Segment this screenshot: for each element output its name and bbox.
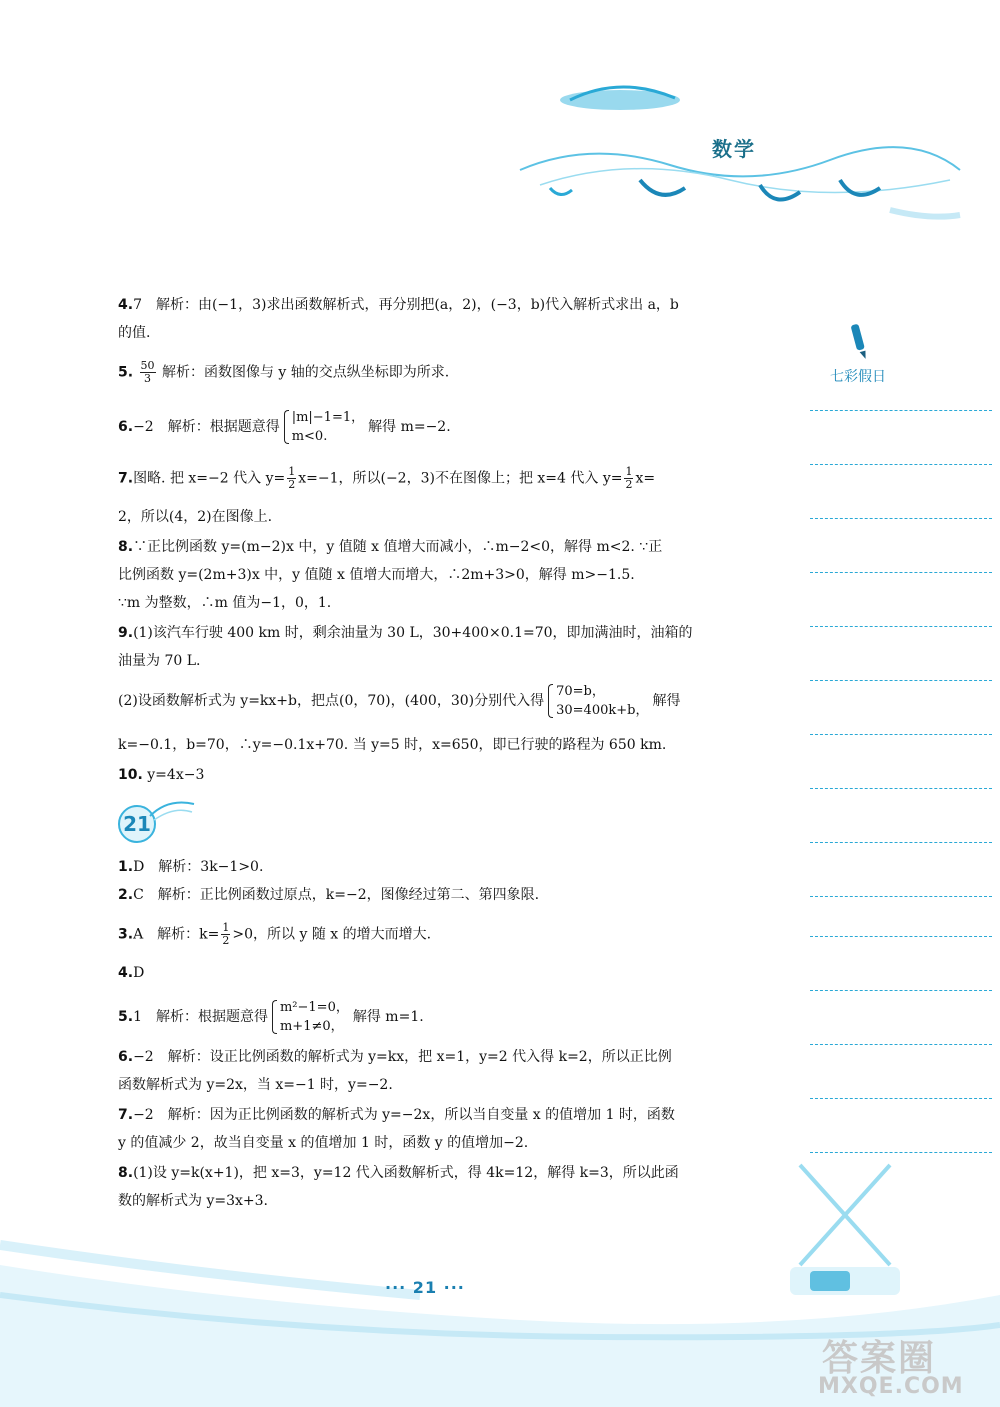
section-badge: 21 [118, 805, 156, 843]
answer-item-continuation: 2，所以(4，2)在图像上. [118, 509, 273, 525]
note-line [810, 896, 992, 897]
note-line [810, 734, 992, 735]
answer-item: 6.−2 解析：根据题意得 |m|−1=1， m<0. 解得 m=−2. [118, 410, 451, 444]
answer-item: 8.∵正比例函数 y=(m−2)x 中，y 值随 x 值增大而减小，∴m−2<0，解得 m<2. ∵正 [118, 539, 663, 555]
note-line [810, 680, 992, 681]
watermark-logo-text: 答案圈 [822, 1338, 937, 1379]
answer-item: 4.D [118, 965, 145, 981]
answer-item: 4.7 解析：由(−1，3)求出函数解析式，再分别把(a，2)，(−3，b)代入解析式求出 a，b [118, 297, 679, 313]
equation-system: |m|−1=1， m<0. [284, 408, 364, 446]
answer-item-continuation: 函数解析式为 y=2x，当 x=−1 时，y=−2. [118, 1077, 393, 1093]
answer-item: 1.D 解析：3k−1>0. [118, 859, 264, 875]
note-line [810, 626, 992, 627]
sidebar-label: 七彩假日 [830, 369, 886, 385]
answer-item-continuation: 比例函数 y=(2m+3)x 中，y 值随 x 值增大而增大，∴2m+3>0，解得 m>−1.5. [118, 567, 635, 583]
fraction: $\frac{1}{2}$ [288, 465, 296, 491]
answer-item: 7.图略. 把 x=−2 代入 y= $\frac{1}{2}$ x=−1，所以(−2，3)不在图像上；把 x=4 代入 y= $\frac{1}{2}$ x= [118, 465, 656, 491]
header-title: 数学 [712, 137, 756, 161]
note-line [810, 1098, 992, 1099]
swirl-icon [148, 796, 198, 824]
answer-item-continuation: ∵m 为整数，∴m 值为−1，0，1. [118, 595, 332, 611]
note-line [810, 1152, 992, 1153]
answer-item: 9.(1)该汽车行驶 400 km 时，剩余油量为 30 L，30+400×0.1=70，即加满油时，油箱的 [118, 625, 693, 641]
note-line [810, 842, 992, 843]
pen-icon [848, 322, 870, 362]
answer-item-continuation: y 的值减少 2，故当自变量 x 的值增加 1 时，函数 y 的值增加−2. [118, 1135, 529, 1151]
answer-item-continuation: k=−0.1，b=70，∴y=−0.1x+70. 当 y=5 时，x=650，即已行驶的路程为 650 km. [118, 737, 667, 753]
answer-item: 5. $\frac{50}{3}$ 解析：函数图像与 y 轴的交点纵坐标即为所求. [118, 359, 450, 385]
note-line [810, 410, 992, 411]
note-line [810, 990, 992, 991]
note-line [810, 518, 992, 519]
corner-decoration [780, 1155, 910, 1305]
answer-item: 3.A 解析：k= $\frac{1}{2}$ >0，所以 y 随 x 的增大而增大. [118, 921, 432, 947]
watermark-url: MXQE.COM [818, 1374, 964, 1399]
answer-item: 7.−2 解析：因为正比例函数的解析式为 y=−2x，所以当自变量 x 的值增加 1 时，函数 [118, 1107, 675, 1123]
answer-item-continuation: (2)设函数解析式为 y=kx+b，把点(0，70)，(400，30)分别代入得 70=b， 30=400k+b， 解得 [118, 684, 681, 718]
note-line [810, 1044, 992, 1045]
note-line [810, 936, 992, 937]
note-line [810, 464, 992, 465]
fraction: $\frac{50}{3}$ [140, 359, 155, 385]
note-line [810, 572, 992, 573]
note-line [810, 788, 992, 789]
answer-item: 5.1 解析：根据题意得 m²−1=0， m+1≠0， 解得 m=1. [118, 1000, 424, 1034]
equation-system: 70=b， 30=400k+b， [548, 682, 648, 720]
answer-item-continuation: 数的解析式为 y=3x+3. [118, 1193, 268, 1209]
answer-item: 8.(1)设 y=k(x+1)，把 x=3，y=12 代入函数解析式，得 4k=12，解得 k=3，所以此函 [118, 1165, 679, 1181]
page-number: ··· 21 ··· [385, 1278, 465, 1297]
answer-item: 6.−2 解析：设正比例函数的解析式为 y=kx，把 x=1，y=2 代入得 k=2，所以正比例 [118, 1049, 672, 1065]
answer-item: 10. y=4x−3 [118, 767, 205, 783]
answer-item-continuation: 油量为 70 L. [118, 653, 201, 669]
fraction: $\frac{1}{2}$ [222, 921, 230, 947]
answer-item-continuation: 的值. [118, 325, 151, 341]
watermark [800, 1330, 990, 1405]
answer-item: 2.C 解析：正比例函数过原点，k=−2，图像经过第二、第四象限. [118, 887, 540, 903]
fraction: $\frac{1}{2}$ [625, 465, 633, 491]
equation-system: m²−1=0， m+1≠0， [272, 998, 349, 1036]
